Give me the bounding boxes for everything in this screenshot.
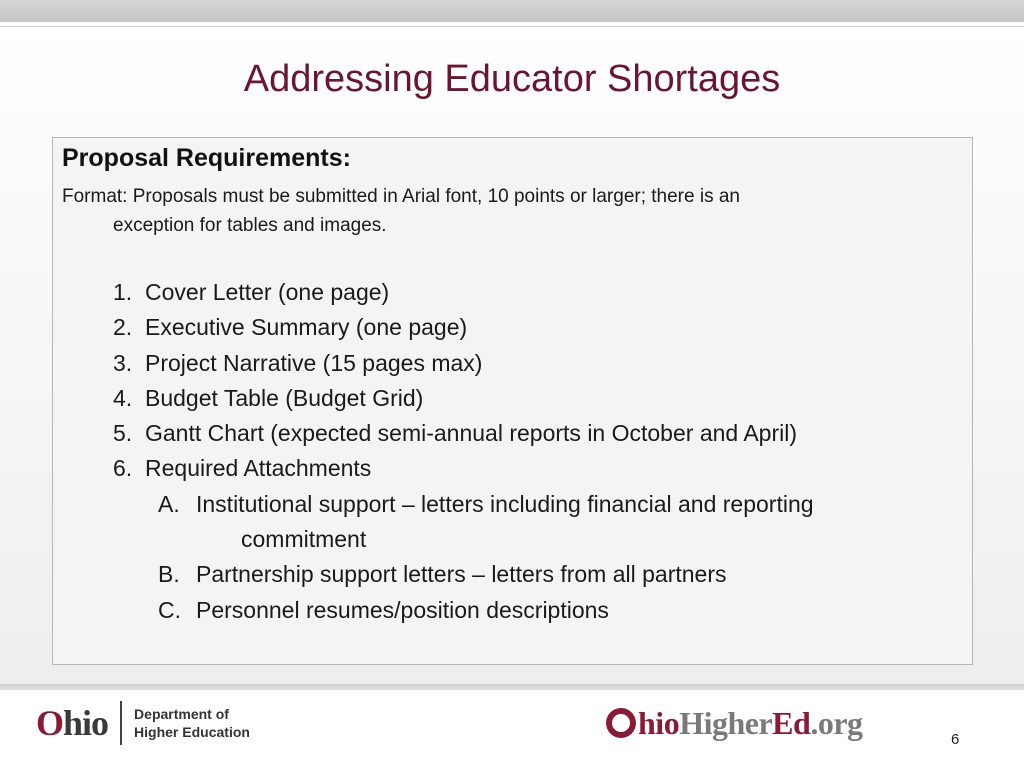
dept-line-1: Department of [134,706,229,722]
list-item [113,277,814,312]
ohio-higher-ed-logo [606,703,863,743]
list-text: Cover Letter (one page) [145,279,390,305]
list-item [113,348,814,383]
top-band [0,0,1024,22]
list-text: Project Narrative (15 pages max) [145,349,483,376]
list-item [113,453,814,488]
sub-list-text: Institutional support – letters including financial and reporting [196,490,814,517]
logo-divider [120,701,122,745]
list-text: Required Attachments [145,455,372,482]
ohe-org: .org [810,704,863,741]
ohe-ed: Ed [772,704,811,741]
ohio-hio: hio [63,703,109,743]
list-number: 2. [113,314,133,341]
sub-list-item [113,489,814,524]
sub-list-item [113,595,814,630]
ohe-hio: hio [638,704,680,741]
ohio-higher-ed-wordmark [638,705,863,742]
page-number: 6 [951,731,960,748]
department-name [134,705,250,741]
sub-list-letter: A. [158,490,180,517]
format-line-1: Format: Proposals must be submitted in Arial font, 10 points or larger; there is an [62,186,740,207]
format-paragraph [62,182,902,240]
proposal-requirements-heading: Proposal Requirements: [62,144,351,172]
list-item [113,312,814,347]
sub-list-item [113,559,814,594]
sub-list-text: Personnel resumes/position descriptions [196,596,609,623]
list-number: 4. [113,384,133,411]
list-item [113,383,814,418]
format-line-2: exception for tables and images. [113,215,387,236]
ohio-wordmark [36,702,108,744]
sub-list-text: Partnership support letters – letters from all partners [196,561,727,588]
list-number: 3. [113,349,133,376]
sub-list-item-continuation [113,524,814,559]
requirements-list [113,277,814,630]
dept-line-2: Higher Education [134,724,250,740]
list-text: Gantt Chart (expected semi-annual reports in October and April) [145,420,797,447]
list-number: 1. [113,279,133,305]
list-item [113,418,814,453]
ohio-circle-icon [606,708,636,738]
list-text: Budget Table (Budget Grid) [145,384,424,411]
sub-list-text: commitment [241,526,367,553]
list-text: Executive Summary (one page) [145,314,468,341]
list-number: 5. [113,420,133,447]
ohe-higher: Higher [679,704,773,741]
sub-list-letter: B. [158,561,180,588]
sub-list-letter: C. [158,596,181,623]
list-number: 6. [113,455,133,482]
ohio-department-logo [36,703,250,743]
ohio-o: O [36,703,64,743]
slide-title: Addressing Educator Shortages [243,58,781,100]
